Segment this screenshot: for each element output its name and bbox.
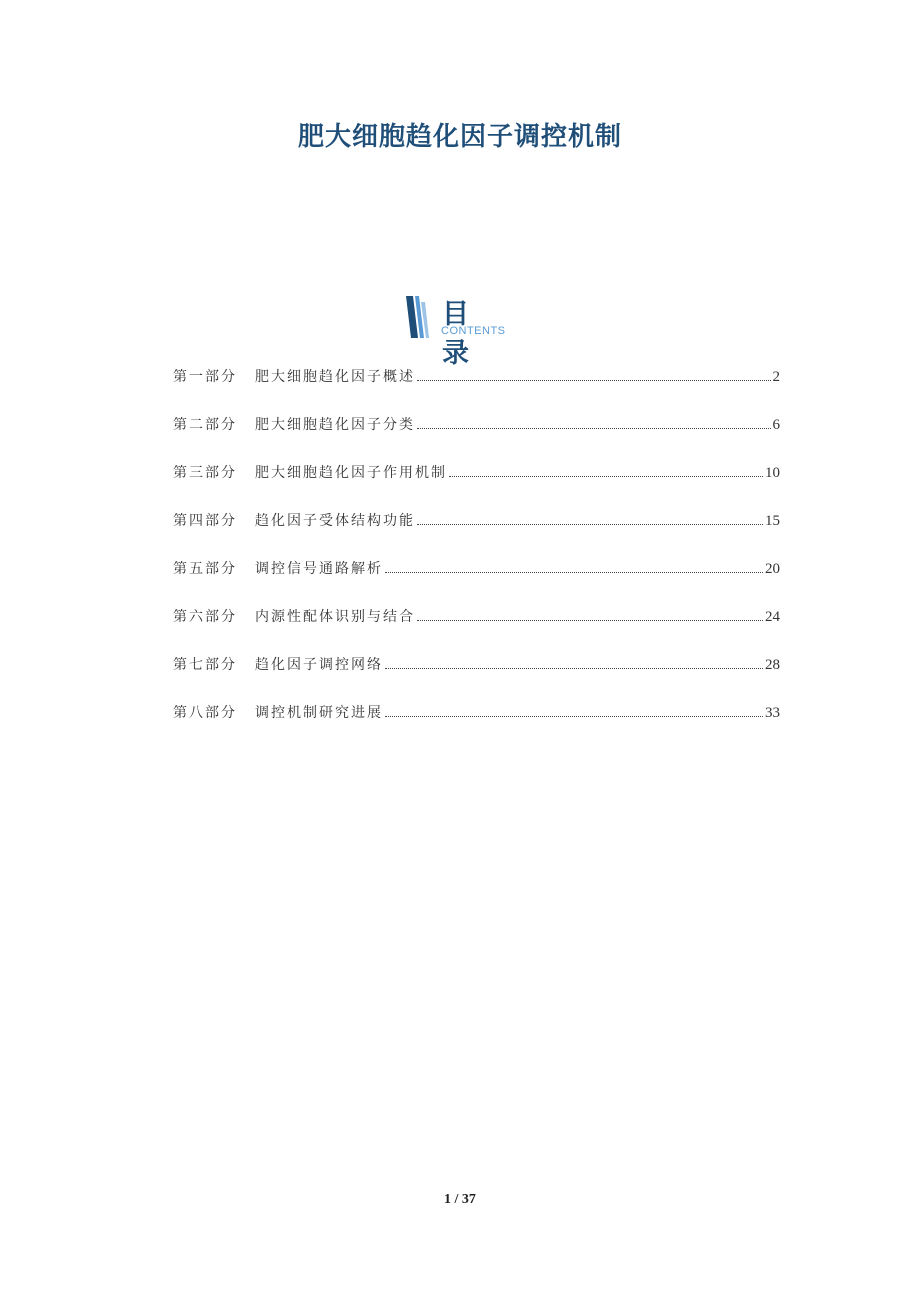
- dot-leader: [385, 571, 763, 573]
- dot-leader: [385, 667, 763, 669]
- page-indicator: 1 / 37: [444, 1192, 476, 1207]
- toc-part-label: 第五部分: [173, 561, 237, 577]
- dot-leader: [385, 715, 763, 717]
- toc-stripes-icon: [404, 296, 432, 338]
- dot-leader: [417, 379, 771, 381]
- toc-page-number: 28: [765, 657, 780, 673]
- toc-entry[interactable]: [173, 366, 780, 390]
- toc-page-number: 2: [772, 369, 780, 385]
- dot-leader: [449, 475, 763, 477]
- toc-page-number: 33: [765, 705, 780, 721]
- toc-part-label: 第八部分: [173, 705, 237, 721]
- toc-part-label: 第六部分: [173, 609, 237, 625]
- toc-entry-title: 趋化因子受体结构功能: [255, 513, 415, 529]
- toc-heading: 目 录: [442, 299, 481, 369]
- toc-entry-title: 肥大细胞趋化因子概述: [255, 369, 415, 385]
- toc-entry[interactable]: [173, 702, 780, 726]
- toc-entry-title: 肥大细胞趋化因子作用机制: [255, 465, 447, 481]
- toc-subheading: CONTENTS: [441, 325, 506, 337]
- toc-page-number: 10: [765, 465, 780, 481]
- toc-entry-title: 肥大细胞趋化因子分类: [255, 417, 415, 433]
- toc-page-number: 15: [765, 513, 780, 529]
- toc-page-number: 20: [765, 561, 780, 577]
- toc-part-label: 第二部分: [173, 417, 237, 433]
- dot-leader: [417, 427, 771, 429]
- document-title: 肥大细胞趋化因子调控机制: [297, 122, 622, 152]
- toc-entry-title: 调控机制研究进展: [255, 705, 383, 721]
- toc-entry[interactable]: [173, 654, 780, 678]
- toc-entry-title: 内源性配体识别与结合: [255, 609, 415, 625]
- dot-leader: [417, 619, 763, 621]
- toc-entry-title: 调控信号通路解析: [255, 561, 383, 577]
- toc-part-label: 第四部分: [173, 513, 237, 529]
- toc-entry[interactable]: [173, 558, 780, 582]
- toc-part-label: 第三部分: [173, 465, 237, 481]
- toc-entry[interactable]: [173, 510, 780, 534]
- toc-page-number: 24: [765, 609, 780, 625]
- toc-part-label: 第一部分: [173, 369, 237, 385]
- toc-header: [404, 292, 524, 369]
- toc-entry-title: 趋化因子调控网络: [255, 657, 383, 673]
- toc-entry[interactable]: [173, 414, 780, 438]
- toc-page-number: 6: [772, 417, 780, 433]
- dot-leader: [417, 523, 763, 525]
- table-of-contents: [173, 366, 780, 750]
- toc-part-label: 第七部分: [173, 657, 237, 673]
- toc-entry[interactable]: [173, 462, 780, 486]
- toc-entry[interactable]: [173, 606, 780, 630]
